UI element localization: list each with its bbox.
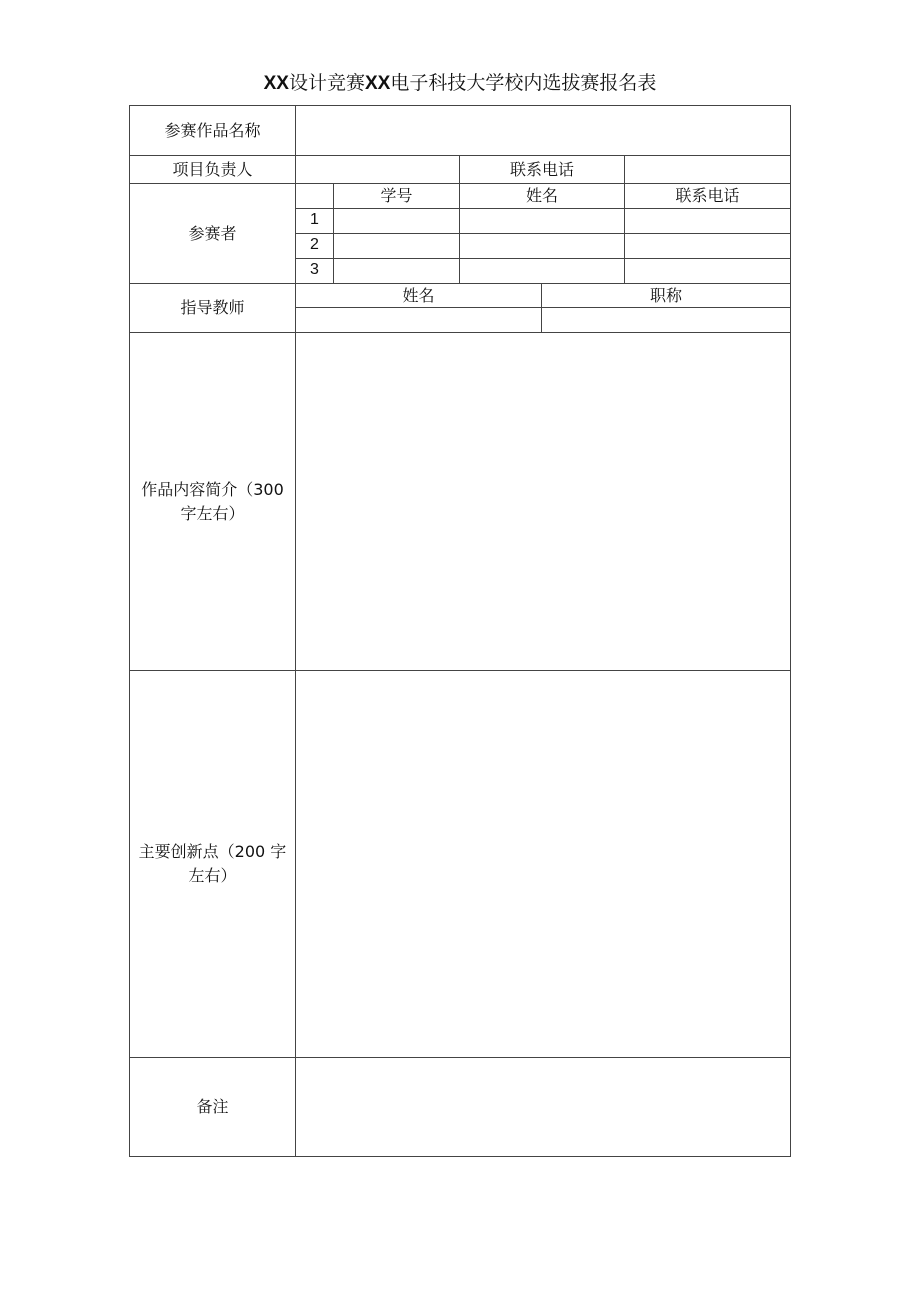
leader-phone-label: 联系电话 bbox=[509, 159, 574, 179]
advisor-title-field[interactable] bbox=[542, 308, 790, 332]
innovation-label-line1: 主要创新点（200 字 bbox=[138, 842, 287, 861]
innovation-label-line2: 左右） bbox=[188, 866, 237, 885]
participant-row-number: 2 bbox=[310, 236, 319, 253]
work-name-label: 参赛作品名称 bbox=[164, 120, 261, 140]
summary-label bbox=[130, 333, 295, 670]
title-part2: 电子科技大学校内选拔赛报名表 bbox=[390, 72, 657, 94]
participant-2-phone-field[interactable] bbox=[625, 234, 790, 258]
leader-label: 项目负责人 bbox=[172, 159, 253, 179]
summary-field[interactable] bbox=[296, 333, 790, 670]
participant-3-phone-field[interactable] bbox=[625, 259, 790, 283]
header-phone: 联系电话 bbox=[675, 186, 740, 205]
remarks-field[interactable] bbox=[296, 1058, 790, 1156]
summary-label-line2: 字左右） bbox=[180, 503, 245, 523]
title-part1: 设计竞赛 bbox=[288, 72, 365, 94]
title-mid: XX bbox=[365, 73, 391, 94]
leader-name-field[interactable] bbox=[296, 156, 459, 183]
participant-row-number: 1 bbox=[310, 211, 319, 228]
participant-1-phone-field[interactable] bbox=[625, 209, 790, 233]
participants-label: 参赛者 bbox=[188, 223, 237, 243]
header-name: 姓名 bbox=[525, 186, 558, 205]
innovation-field[interactable] bbox=[296, 671, 790, 1057]
leader-phone-field[interactable] bbox=[625, 156, 790, 183]
innovation-label bbox=[130, 671, 295, 1057]
participant-row-number: 3 bbox=[310, 261, 319, 278]
summary-label-line1: 作品内容简介（300 bbox=[141, 479, 284, 499]
participant-3-student-id-field[interactable] bbox=[334, 259, 459, 283]
work-name-field[interactable] bbox=[296, 106, 790, 155]
title-prefix: XX bbox=[263, 73, 289, 94]
participant-2-name-field[interactable] bbox=[460, 234, 624, 258]
header-student-id: 学号 bbox=[380, 186, 413, 205]
remarks-label: 备注 bbox=[196, 1097, 229, 1116]
participant-1-student-id-field[interactable] bbox=[334, 209, 459, 233]
advisor-label: 指导教师 bbox=[180, 298, 245, 317]
participant-3-name-field[interactable] bbox=[460, 259, 624, 283]
advisor-name-field[interactable] bbox=[296, 308, 541, 332]
advisor-header-title: 职称 bbox=[649, 285, 682, 305]
form-title bbox=[0, 68, 920, 95]
advisor-header-name: 姓名 bbox=[402, 285, 435, 305]
participant-1-name-field[interactable] bbox=[460, 209, 624, 233]
participant-2-student-id-field[interactable] bbox=[334, 234, 459, 258]
